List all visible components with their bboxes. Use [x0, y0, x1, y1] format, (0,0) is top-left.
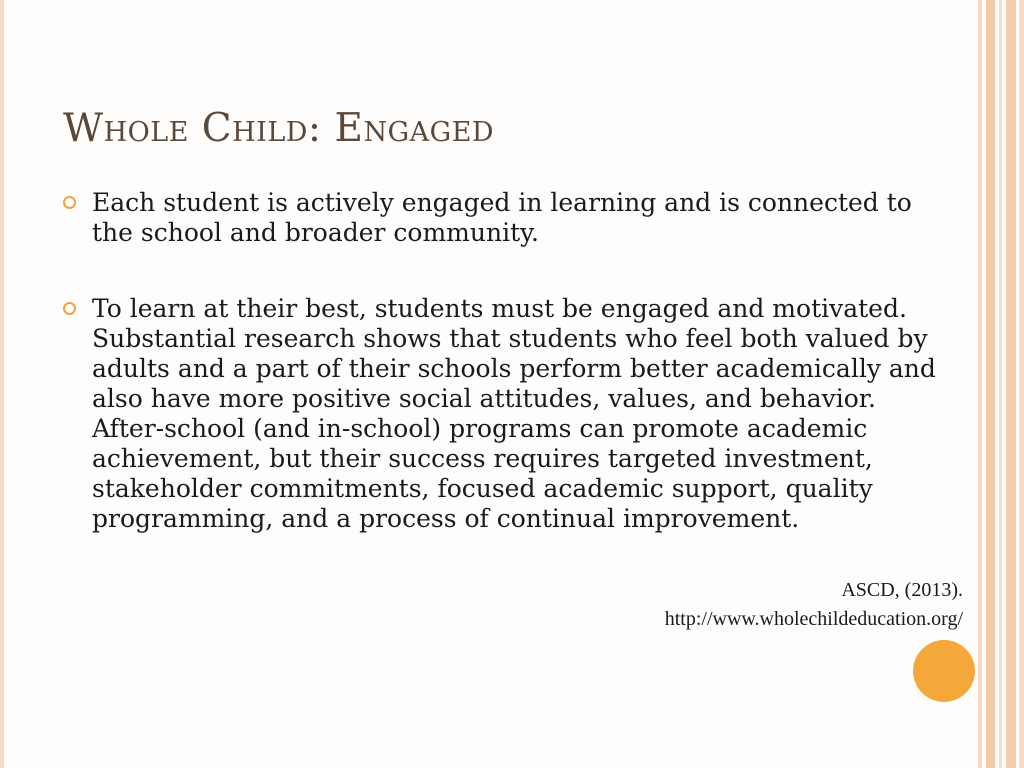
citation-url: http://www.wholechildeducation.org/ — [664, 608, 963, 630]
bullet-text: To learn at their best, students must be engaged and motivated. Substantial research shows that students who feel both valued by adults and a part of their schools perform better academically and also have more positive social attitudes, values, and behavior. After-school (and in-school) programs can promote academic achievement, but their success requires targeted investment, stakeholder commitments, focused academic support, quality programming, and a process of continual improvement. — [92, 294, 936, 533]
decorative-orange-circle — [913, 640, 975, 702]
left-border-decoration — [0, 0, 4, 768]
slide-title: Whole Child: Engaged — [63, 106, 495, 151]
citation-source: ASCD, (2013). — [841, 579, 963, 601]
bullet-item — [63, 188, 953, 248]
bullet-circle-icon — [63, 302, 76, 315]
bullet-item — [63, 294, 953, 534]
bullet-text: Each student is actively engaged in learning and is connected to the school and broader community. — [92, 188, 912, 247]
right-stripe-decoration — [976, 0, 1024, 768]
bullet-circle-icon — [63, 196, 76, 209]
citation — [665, 576, 963, 634]
bullet-list — [63, 188, 953, 534]
